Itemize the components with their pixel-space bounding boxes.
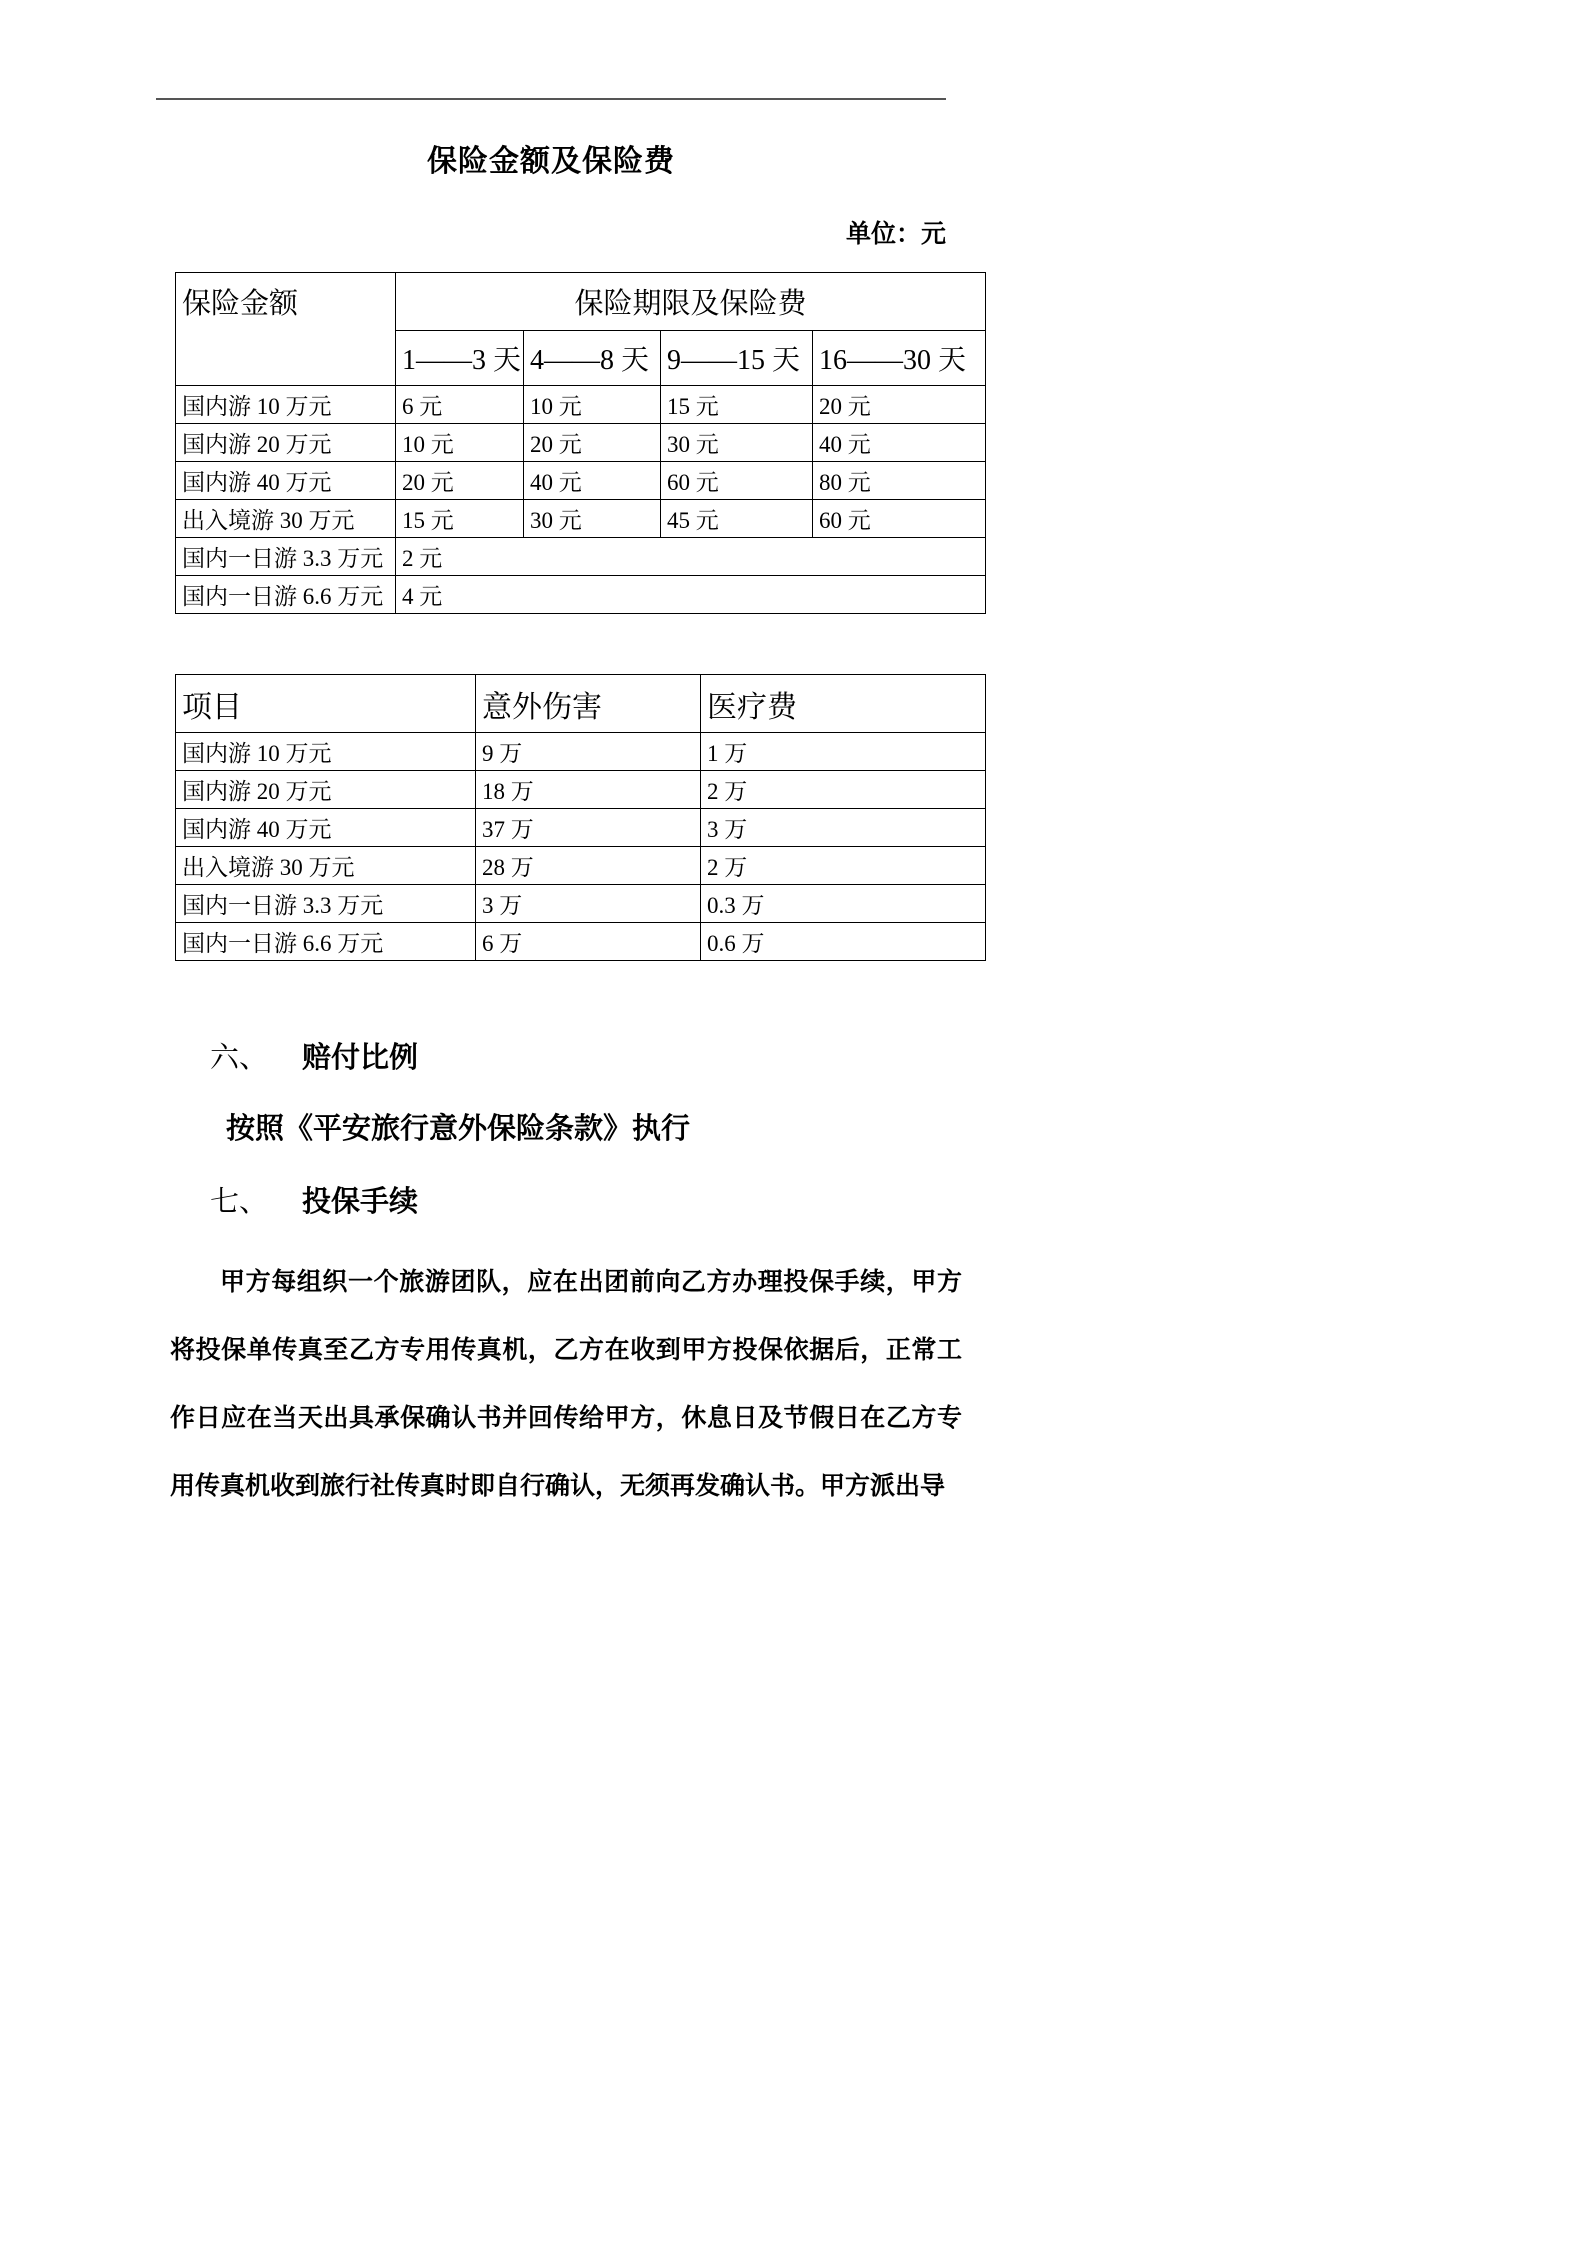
table-row (176, 273, 986, 331)
section-number: 七、 (210, 1186, 269, 1218)
table-row (176, 885, 986, 923)
row-label-cell: 国内一日游 3.3 万元 (176, 538, 396, 576)
value-cell: 60 元 (813, 500, 986, 538)
value-cell: 9 万 (476, 733, 701, 771)
value-cell: 0.3 万 (701, 885, 986, 923)
row-label-cell: 出入境游 30 万元 (176, 500, 396, 538)
row-label-cell: 国内游 20 万元 (176, 771, 476, 809)
unit-label: 单位：元 (845, 220, 946, 248)
table-row (176, 538, 986, 576)
row-label-cell: 国内一日游 3.3 万元 (176, 885, 476, 923)
header-cell: 16——30 天 (813, 331, 986, 386)
value-cell: 3 万 (701, 809, 986, 847)
header-cell: 项目 (176, 675, 476, 733)
value-cell: 28 万 (476, 847, 701, 885)
row-label-cell: 出入境游 30 万元 (176, 847, 476, 885)
header-cell: 保险金额 (176, 273, 396, 386)
value-cell: 30 元 (524, 500, 661, 538)
value-cell: 40 元 (524, 462, 661, 500)
value-cell: 20 元 (396, 462, 524, 500)
top-rule-divider (156, 98, 946, 100)
value-cell: 80 元 (813, 462, 986, 500)
header-cell: 9——15 天 (661, 331, 813, 386)
premium-table (175, 272, 986, 614)
row-label-cell: 国内一日游 6.6 万元 (176, 576, 396, 614)
page-content (156, 0, 968, 1520)
section-number: 六、 (210, 1042, 269, 1074)
value-cell: 45 元 (661, 500, 813, 538)
value-cell: 10 元 (396, 424, 524, 462)
row-label-cell: 国内游 40 万元 (176, 462, 396, 500)
header-cell: 1——3 天 (396, 331, 524, 386)
table-row (176, 386, 986, 424)
value-cell: 18 万 (476, 771, 701, 809)
value-cell: 1 万 (701, 733, 986, 771)
section-six-body: 按照《平安旅行意外保险条款》执行 (226, 1113, 691, 1145)
row-label-cell: 国内游 40 万元 (176, 809, 476, 847)
value-cell: 2 元 (396, 538, 986, 576)
row-label-cell: 国内游 20 万元 (176, 424, 396, 462)
value-cell: 15 元 (396, 500, 524, 538)
value-cell: 10 元 (524, 386, 661, 424)
row-label-cell: 国内游 10 万元 (176, 386, 396, 424)
value-cell: 2 万 (701, 847, 986, 885)
value-cell: 20 元 (813, 386, 986, 424)
value-cell: 2 万 (701, 771, 986, 809)
value-cell: 6 万 (476, 923, 701, 961)
body-paragraph: 甲方每组织一个旅游团队，应在出团前向乙方办理投保手续，甲方将投保单传真至乙方专用传真机，乙方在收到甲方投保依据后，正常工作日应在当天出具承保确认书并回传给甲方，休息日及节假日在乙方专用传真机收到旅行社传真时即自行确认，无须再发确认书。甲方派出导 (170, 1268, 962, 1500)
table-row (176, 675, 986, 733)
value-cell: 4 元 (396, 576, 986, 614)
value-cell: 3 万 (476, 885, 701, 923)
table-row (176, 462, 986, 500)
value-cell: 0.6 万 (701, 923, 986, 961)
header-cell: 医疗费 (701, 675, 986, 733)
page-title: 保险金额及保险费 (427, 145, 675, 178)
value-cell: 40 元 (813, 424, 986, 462)
table-row (176, 500, 986, 538)
table-row (176, 923, 986, 961)
value-cell: 30 元 (661, 424, 813, 462)
table-row (176, 771, 986, 809)
table-row (176, 809, 986, 847)
table-row (176, 733, 986, 771)
value-cell: 20 元 (524, 424, 661, 462)
value-cell: 15 元 (661, 386, 813, 424)
coverage-table (175, 674, 986, 961)
header-cell: 意外伤害 (476, 675, 701, 733)
table-row (176, 847, 986, 885)
row-label-cell: 国内游 10 万元 (176, 733, 476, 771)
value-cell: 37 万 (476, 809, 701, 847)
section-heading-six (156, 1035, 968, 1076)
header-cell: 保险期限及保险费 (396, 273, 986, 331)
section-heading-seven (156, 1179, 968, 1220)
value-cell: 6 元 (396, 386, 524, 424)
table-row (176, 576, 986, 614)
section-title: 赔付比例 (302, 1042, 419, 1074)
section-title: 投保手续 (302, 1186, 419, 1218)
table-row (176, 424, 986, 462)
value-cell: 60 元 (661, 462, 813, 500)
row-label-cell: 国内一日游 6.6 万元 (176, 923, 476, 961)
header-cell: 4——8 天 (524, 331, 661, 386)
